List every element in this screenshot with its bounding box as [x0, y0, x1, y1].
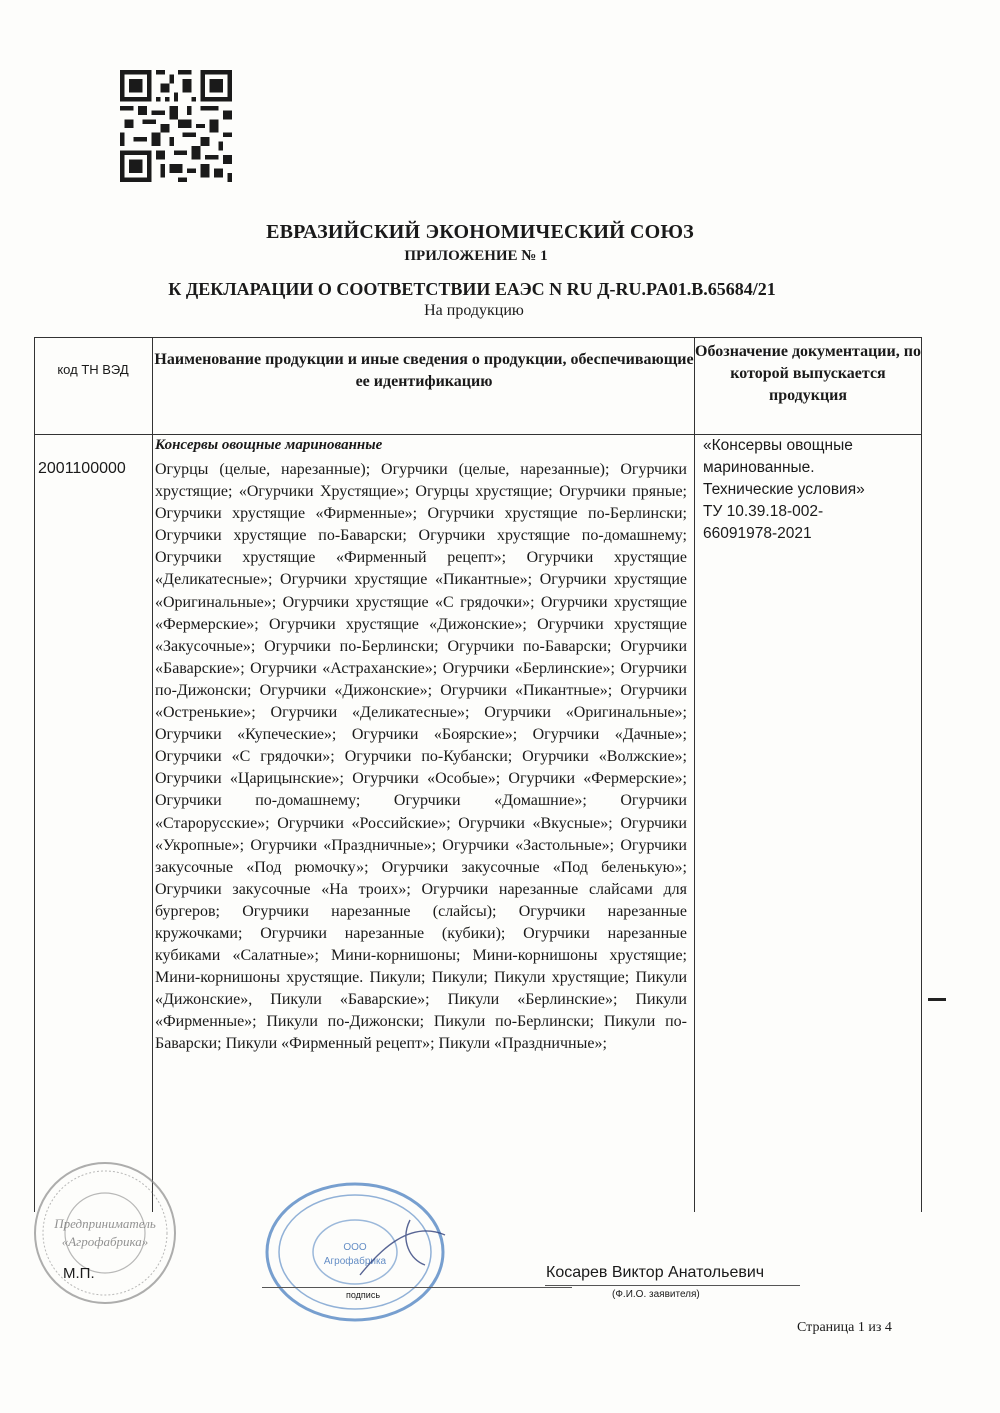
svg-text:«Агрофабрика»: «Агрофабрика»: [61, 1234, 149, 1249]
declaration-title: К ДЕКЛАРАЦИИ О СООТВЕТСТВИИ ЕАЭС N RU Д-RU.PA01.B.65684/21: [168, 279, 776, 299]
blue-seal-stamp: [260, 1180, 455, 1330]
appendix-title: ПРИЛОЖЕНИЕ № 1: [404, 248, 548, 264]
mp-label: М.П.: [63, 1265, 95, 1282]
page-number: Страница 1 из 4: [797, 1320, 892, 1335]
svg-text:ООО: ООО: [343, 1242, 367, 1253]
tn-ved-code: 2001100000: [38, 460, 126, 477]
svg-text:Агрофабрика: Агрофабрика: [323, 1256, 387, 1267]
company-seal-stamp: [30, 1158, 180, 1308]
documentation-reference: [703, 435, 918, 545]
svg-text:Предприниматель: Предприниматель: [54, 1216, 156, 1231]
doc-line: Технические условия»: [703, 481, 865, 498]
products-table: [34, 337, 922, 1212]
column-header-doc: Обозначение документации, по которой выпускается продукция: [695, 343, 921, 404]
doc-line: маринованные.: [703, 459, 815, 476]
table-col-divider-2: [694, 337, 695, 1212]
table-border-right: [921, 337, 922, 1212]
table-border-left: [34, 337, 35, 1212]
qr-code: [120, 70, 232, 182]
fio-label: (Ф.И.О. заявителя): [612, 1289, 700, 1300]
name-line: [545, 1285, 800, 1286]
edge-mark: [928, 998, 946, 1001]
subtitle: На продукцию: [424, 302, 524, 319]
signature-label: подпись: [346, 1290, 381, 1300]
product-category: Консервы овощные маринованные: [155, 437, 383, 453]
doc-line: 66091978-2021: [703, 525, 812, 542]
signature-line: [262, 1287, 572, 1288]
column-header-name: Наименование продукции и иные сведения о продукции, обеспечивающие ее идентификацию: [154, 351, 694, 390]
product-description: Огурцы (целые, нарезанные); Огурчики (целые, нарезанные); Огурчики хрустящие; «Огурчики Хрустящие»; Огурцы хрустящие; Огурчики пряные; Огурчики хрустящие «Фирменные»; Огурчики хрустящие по-Берлински; Огурчики хрустящие по-Баварски; Огурчики хрустящие по-домашнему; Огурчики хрустящие «Фирменный рецепт»; Огурчики хрустящие «Деликатесные»; Огурчики хрустящие «Пикантные»; Огурчики хрустящие «Оригинальные»; Огурчики хрустящие «С грядочки»; Огурчики хрустящие «Фермерские»; Огурчики хрустящие «Дижонские»; Огурчики хрустящие «Закусочные»; Огурчики по-Берлински; Огурчики по-Баварски; Огурчики «Баварские»; Огурчики «Астраханские»; Огурчики «Берлинские»; Огурчики по-Дижонски; Огурчики «Дижонские»; Огурчики «Пикантные»; Огурчики «Остренькие»; Огурчики «Деликатесные»; Огурчики «Оригинальные»; Огурчики «Купеческие»; Огурчики «Боярские»; Огурчики «Дачные»; Огурчики «С грядочки»; Огурчики по-Кубански; Огурчики «Волжские»; Огурчики «Царицынские»; Огурчики «Особые»; Огурчики «Фермерские»; Огурчики по-домашнему; Огурчики «Домашние»; Огурчики «Старорусские»; Огурчики «Российские»; Огурчики «Вкусные»; Огурчики «Укропные»; Огурчики «Праздничные»; Огурчики «Застольные»; Огурчики закусочные «Под рюмочку»; Огурчики закусочные «Под беленькую»; Огурчики закусочные «На троих»; Огурчики нарезанные слайсами для бургеров; Огурчики нарезанные (слайсы); Огурчики нарезанные кружочками; Огурчики нарезанные (кубики); Огурчики нарезанные кубиками «Салатные»; Мини-корнишоны; Мини-корнишоны хрустящие; Мини-корнишоны хрустящие. Пикули; Пикули; Пикули хрустящие; Пикули «Дижонские», Пикули «Баварские»; Пикули «Берлинские»; Пикули «Фирменные»; Пикули по-Дижонски; Пикули по-Берлински; Пикули по-Баварски; Пикули «Фирменный рецепт»; Пикули «Праздничные»;: [155, 461, 687, 1053]
doc-line: «Консервы овощные: [703, 437, 853, 454]
doc-line: ТУ 10.39.18-002-: [703, 503, 824, 520]
column-header-code: код ТН ВЭД: [57, 362, 129, 377]
table-border-top: [34, 337, 922, 338]
table-col-divider-1: [152, 337, 153, 1212]
union-title: ЕВРАЗИЙСКИЙ ЭКОНОМИЧЕСКИЙ СОЮЗ: [266, 221, 694, 243]
signer-name: Косарев Виктор Анатольевич: [546, 1264, 765, 1281]
